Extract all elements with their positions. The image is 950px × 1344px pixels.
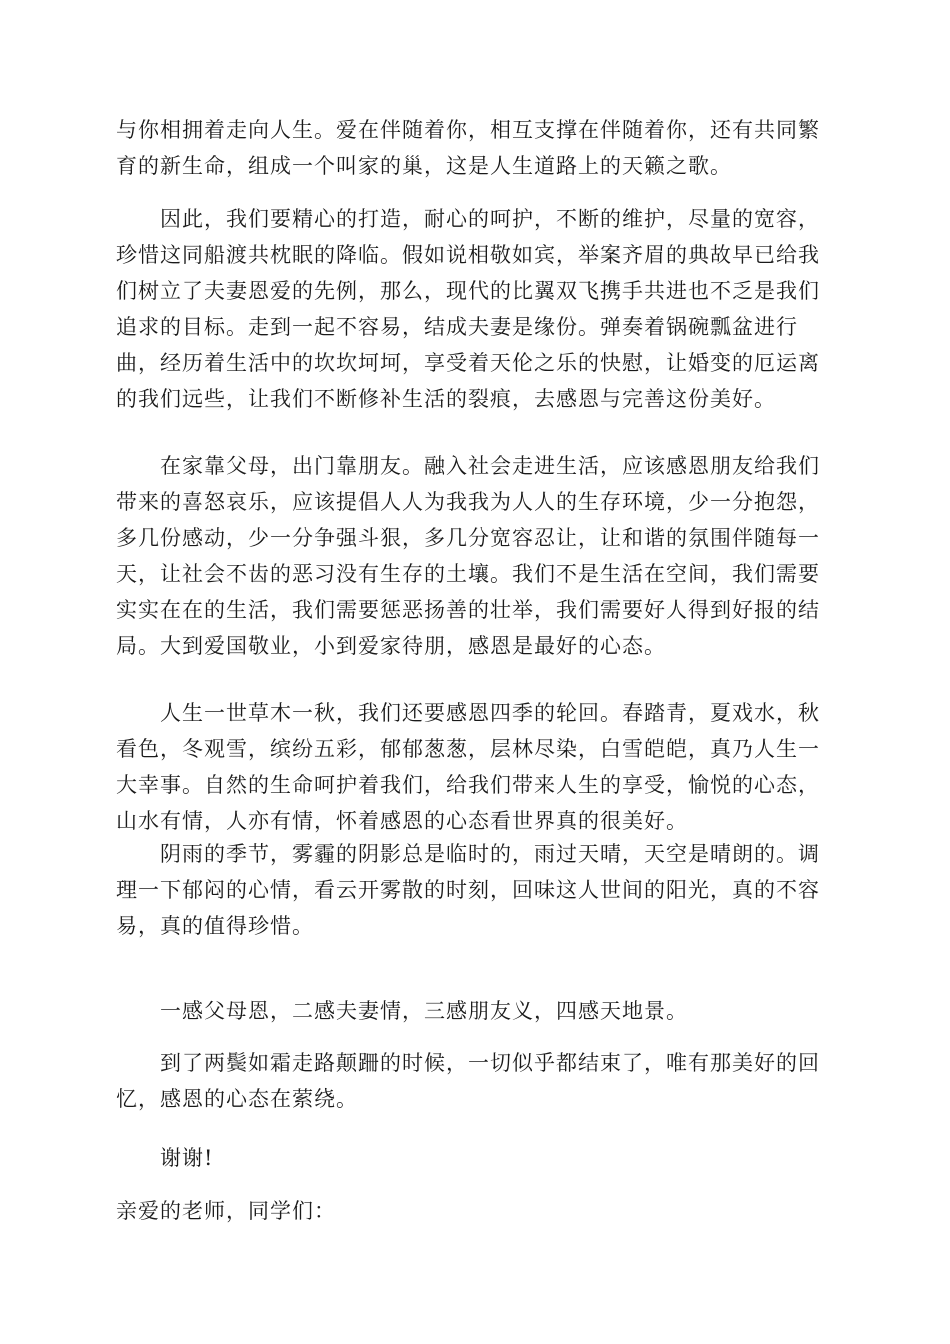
paragraph-6 <box>116 993 836 1029</box>
paragraph-8 <box>116 1140 836 1176</box>
paragraph-text: 到了两鬓如霜走路颠跚的时候，一切似乎都结束了，唯有那美好的回忆，感恩的心态在萦绕。 <box>116 1051 820 1111</box>
paragraph-text: 亲爱的老师，同学们： <box>116 1199 336 1223</box>
paragraph-3 <box>116 448 836 664</box>
paragraph-5 <box>116 836 836 944</box>
paragraph-text: 谢谢! <box>160 1146 214 1170</box>
paragraph-9 <box>116 1193 836 1229</box>
paragraph-text: 人生一世草木一秋，我们还要感恩四季的轮回。春踏青，夏戏水，秋看色，冬观雪，缤纷五彩，郁郁葱葱，层林尽染，白雪皑皑，真乃人生一大幸事。自然的生命呵护着我们，给我们带来人生的享受，愉悦的心态，山水有情，人亦有情，怀着感恩的心态看世界真的很美好。 <box>116 701 820 833</box>
paragraph-text: 一感父母恩，二感夫妻情，三感朋友义，四感天地景。 <box>160 999 688 1023</box>
paragraph-text: 与你相拥着走向人生。爱在伴随着你，相互支撑在伴随着你，还有共同繁育的新生命，组成一个叫家的巢，这是人生道路上的天籁之歌。 <box>116 118 820 178</box>
paragraph-2 <box>116 201 836 417</box>
paragraph-4 <box>116 695 836 839</box>
paragraph-text: 因此，我们要精心的打造，耐心的呵护，不断的维护，尽量的宽容，珍惜这同船渡共枕眠的降临。假如说相敬如宾，举案齐眉的典故早已给我们树立了夫妻恩爱的先例，那么，现代的比翼双飞携手共进也不乏是我们追求的目标。走到一起不容易，结成夫妻是缘份。弹奏着锅碗瓢盆进行曲，经历着生活中的坎坎坷坷，享受着天伦之乐的快慰，让婚变的厄运离的我们远些，让我们不断修补生活的裂痕，去感恩与完善这份美好。 <box>116 207 820 411</box>
paragraph-7 <box>116 1045 836 1117</box>
paragraph-text: 在家靠父母，出门靠朋友。融入社会走进生活，应该感恩朋友给我们带来的喜怒哀乐，应该提倡人人为我我为人人的生存环境，少一分抱怨，多几份感动，少一分争强斗狠，多几分宽容忍让，让和谐的氛围伴随每一天，让社会不齿的恶习没有生存的土壤。我们不是生活在空间，我们需要实实在在的生活，我们需要惩恶扬善的壮举，我们需要好人得到好报的结局。大到爱国敬业，小到爱家待朋，感恩是最好的心态。 <box>116 454 820 658</box>
paragraph-1 <box>116 112 836 184</box>
paragraph-text: 阴雨的季节，雾霾的阴影总是临时的，雨过天晴，天空是晴朗的。调理一下郁闷的心情，看云开雾散的时刻，回味这人世间的阳光，真的不容易，真的值得珍惜。 <box>116 842 820 938</box>
